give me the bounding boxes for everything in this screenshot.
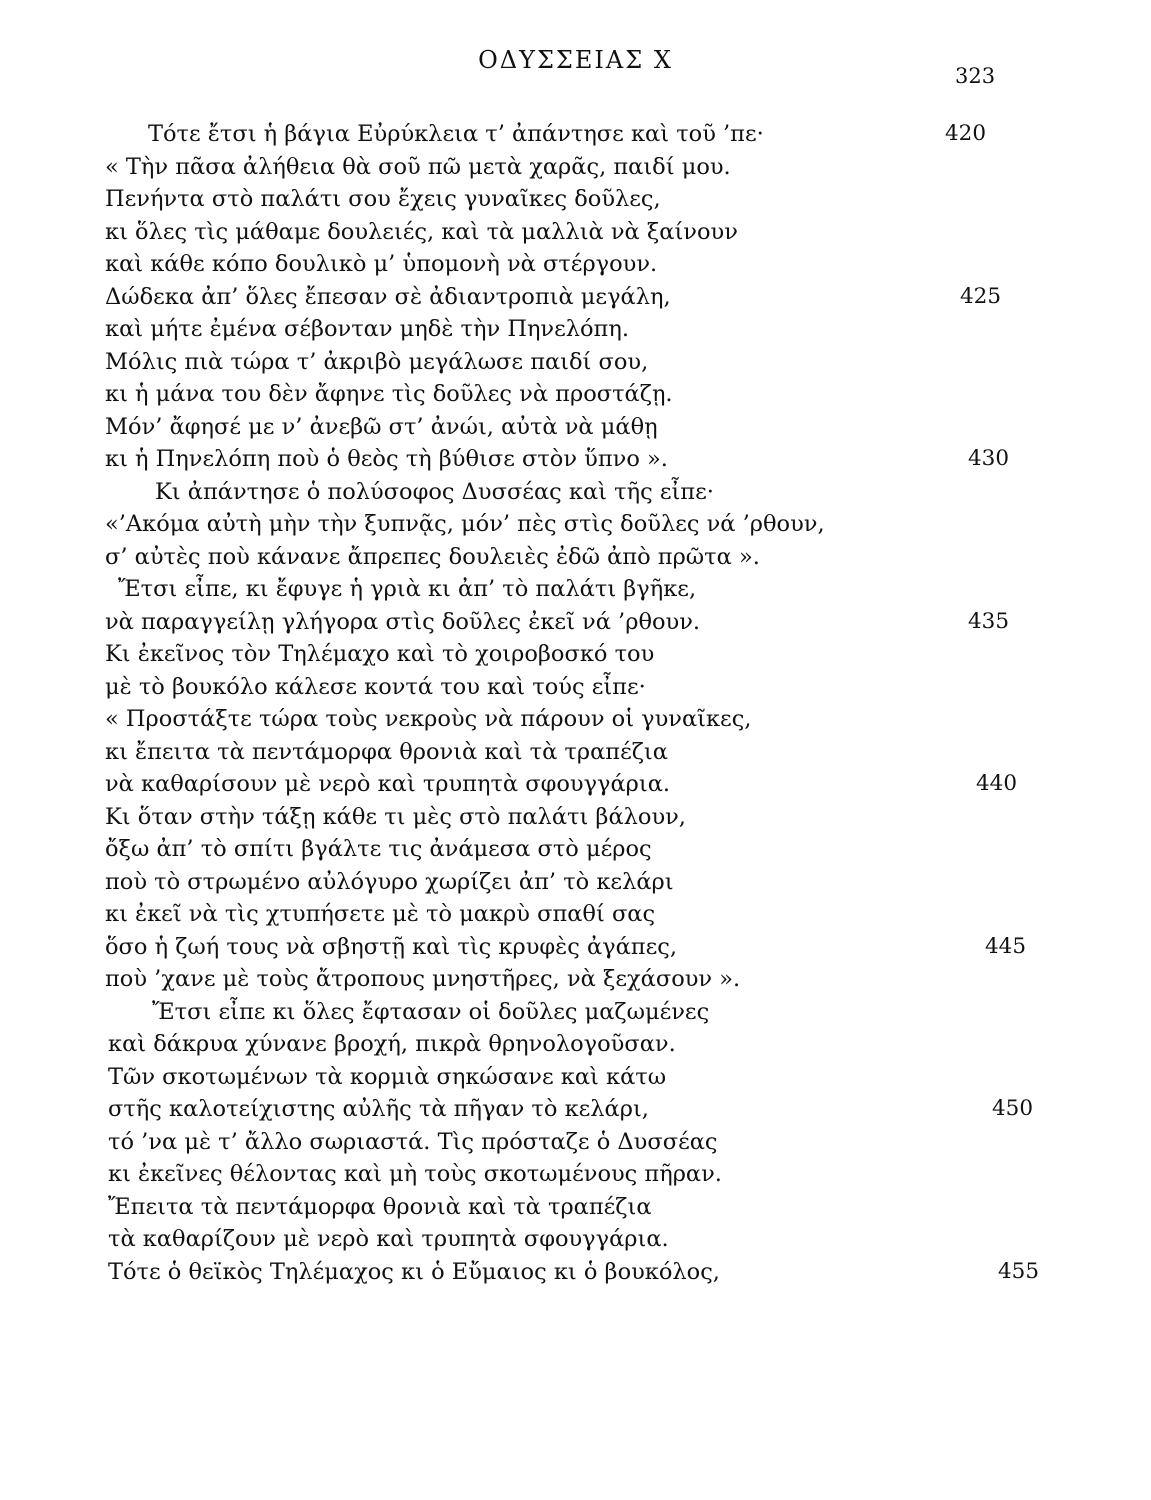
verse-text: τὰ καθαρίζουν μὲ νερὸ καὶ τρυπητὰ σφουγγάρια.	[108, 1226, 669, 1252]
verse-line	[0, 703, 1151, 736]
line-number: 425	[960, 283, 1002, 309]
verse-text: «’Ακόμα αὐτὴ μὴν τὴν ξυπνᾷς, μόν’ πὲς στὶς δοῦλες νά ’ρθουν,	[105, 511, 825, 537]
page-number: 323	[955, 64, 996, 88]
verse-text: Μόν’ ἄφησέ με ν’ ἀνεβῶ στ’ ἀνώι, αὐτὰ νὰ μάθῃ	[105, 413, 658, 440]
verse-line	[0, 606, 1151, 639]
verse-lines	[0, 118, 1151, 1288]
verse-line	[0, 1126, 1151, 1159]
verse-line	[0, 931, 1151, 964]
line-number: 430	[968, 446, 1010, 471]
verse-text: καὶ δάκρυα χύνανε βροχή, πικρὰ θρηνολογοῦσαν.	[108, 1031, 676, 1057]
running-head: ΟΔΥΣΣΕΙΑΣ Χ	[478, 46, 673, 74]
verse-text: καὶ μήτε ἐμένα σέβονταν μηδὲ τὴν Πηνελόπη.	[105, 316, 629, 342]
verse-text: ὅσο ἡ ζωή τους νὰ σβηστῇ καὶ τὶς κρυφὲς ἀγάπες,	[105, 933, 677, 960]
verse-text: Κι ὅταν στὴν τάξῃ κάθε τι μὲς στὸ παλάτι βάλουν,	[105, 803, 686, 830]
verse-text: Τότε ὁ θεϊκὸς Τηλέμαχος κι ὁ Εὔμαιος κι ὁ βουκόλος,	[108, 1258, 720, 1285]
verse-line	[0, 866, 1151, 899]
verse-line	[0, 573, 1151, 606]
verse-text: σ’ αὐτὲς ποὺ κάνανε ἄπρεπες δουλειὲς ἐδῶ ἀπὸ πρῶτα ».	[105, 543, 760, 570]
verse-line	[0, 151, 1151, 184]
verse-line	[0, 183, 1151, 216]
verse-text: στῆς καλοτείχιστης αὐλῆς τὰ πῆγαν τὸ κελάρι,	[108, 1096, 649, 1122]
verse-line	[0, 671, 1151, 704]
verse-text: καὶ κάθε κόπο δουλικὸ μ’ ὑπομονὴ νὰ στέργουν.	[105, 251, 658, 277]
verse-line	[0, 313, 1151, 346]
verse-text: « Προστάξτε τώρα τοὺς νεκροὺς νὰ πάρουν οἱ γυναῖκες,	[105, 706, 752, 732]
verse-text: νὰ παραγγείλῃ γλήγορα στὶς δοῦλες ἐκεῖ νά ’ρθουν.	[105, 608, 701, 635]
verse-line	[0, 1061, 1151, 1094]
line-number: 455	[998, 1258, 1040, 1284]
verse-text: Ἔτσι εἶπε, κι ἔφυγε ἡ γριὰ κι ἀπ’ τὸ παλάτι βγῆκε,	[118, 576, 697, 602]
verse-line	[0, 118, 1151, 151]
verse-line	[0, 801, 1151, 834]
verse-text: Τότε ἔτσι ἡ βάγια Εὐρύκλεια τ’ ἀπάντησε καὶ τοῦ ’πε·	[148, 121, 764, 147]
verse-line	[0, 1191, 1151, 1224]
verse-line	[0, 1093, 1151, 1126]
verse-text: Πενήντα στὸ παλάτι σου ἔχεις γυναῖκες δοῦλες,	[105, 186, 661, 212]
line-number: 440	[976, 771, 1018, 796]
verse-text: Ἔτσι εἶπε κι ὅλες ἔφτασαν οἱ δοῦλες μαζωμένες	[152, 998, 710, 1025]
verse-line	[0, 736, 1151, 769]
verse-line	[0, 378, 1151, 411]
verse-line	[0, 508, 1151, 541]
verse-text: ὄξω ἀπ’ τὸ σπίτι βγάλτε τις ἀνάμεσα στὸ μέρος	[105, 836, 652, 862]
verse-line	[0, 1158, 1151, 1191]
verse-text: κι ἐκεῖ νὰ τὶς χτυπήσετε μὲ τὸ μακρὺ σπαθί σας	[105, 901, 656, 927]
verse-line	[0, 768, 1151, 801]
verse-text: τό ’να μὲ τ’ ἄλλο σωριαστά. Τὶς πρόσταζε ὁ Δυσσέας	[108, 1128, 718, 1155]
verse-text: κι ἡ Πηνελόπη ποὺ ὁ θεὸς τὴ βύθισε στὸν ὕπνο ».	[105, 446, 668, 472]
verse-line	[0, 476, 1151, 509]
verse-line	[0, 248, 1151, 281]
verse-text: Μόλις πιὰ τώρα τ’ ἀκριβὸ μεγάλωσε παιδί σου,	[105, 348, 649, 375]
verse-line	[0, 411, 1151, 444]
verse-line	[0, 216, 1151, 249]
verse-text: ποὺ ’χανε μὲ τοὺς ἄτροπους μνηστῆρες, νὰ ξεχάσουν ».	[105, 966, 741, 992]
verse-text: κι ὅλες τὶς μάθαμε δουλειές, καὶ τὰ μαλλιὰ νὰ ξαίνουν	[105, 218, 738, 245]
verse-line	[0, 541, 1151, 574]
verse-line	[0, 346, 1151, 379]
verse-line	[0, 443, 1151, 476]
verse-text: κι ἐκεῖνες θέλοντας καὶ μὴ τοὺς σκοτωμένους πῆραν.	[108, 1161, 722, 1187]
verse-text: ποὺ τὸ στρωμένο αὐλόγυρο χωρίζει ἀπ’ τὸ κελάρι	[105, 868, 674, 895]
verse-text: « Τὴν πᾶσα ἀλήθεια θὰ σοῦ πῶ μετὰ χαρᾶς, παιδί μου.	[105, 153, 731, 180]
verse-text: Κι ἐκεῖνος τὸν Τηλέμαχο καὶ τὸ χοιροβοσκό του	[105, 641, 655, 667]
verse-line	[0, 1223, 1151, 1256]
verse-text: κι ἡ μάνα του δὲν ἄφηνε τὶς δοῦλες νὰ προστάζῃ.	[105, 381, 673, 407]
verse-line	[0, 963, 1151, 996]
line-number: 420	[945, 121, 987, 146]
verse-line	[0, 638, 1151, 671]
verse-line	[0, 1256, 1151, 1289]
verse-text: κι ἔπειτα τὰ πεντάμορφα θρονιὰ καὶ τὰ τραπέζια	[105, 738, 668, 765]
verse-text: μὲ τὸ βουκόλο κάλεσε κοντά του καὶ τούς εἶπε·	[105, 673, 646, 700]
verse-text: Δώδεκα ἀπ’ ὅλες ἔπεσαν σὲ ἀδιαντροπιὰ μεγάλη,	[105, 283, 671, 310]
verse-line	[0, 833, 1151, 866]
verse-line	[0, 898, 1151, 931]
line-number: 435	[968, 608, 1010, 634]
verse-text: νὰ καθαρίσουν μὲ νερὸ καὶ τρυπητὰ σφουγγάρια.	[105, 771, 671, 797]
verse-line	[0, 281, 1151, 314]
verse-text: Κι ἀπάντησε ὁ πολύσοφος Δυσσέας καὶ τῆς εἶπε·	[155, 478, 714, 505]
line-number: 445	[985, 933, 1027, 959]
verse-text: Ἔπειτα τὰ πεντάμορφα θρονιὰ καὶ τὰ τραπέζια	[108, 1193, 652, 1220]
verse-text: Τῶν σκοτωμένων τὰ κορμιὰ σηκώσανε καὶ κάτω	[108, 1063, 667, 1090]
line-number: 450	[992, 1096, 1034, 1121]
verse-line	[0, 996, 1151, 1029]
verse-line	[0, 1028, 1151, 1061]
